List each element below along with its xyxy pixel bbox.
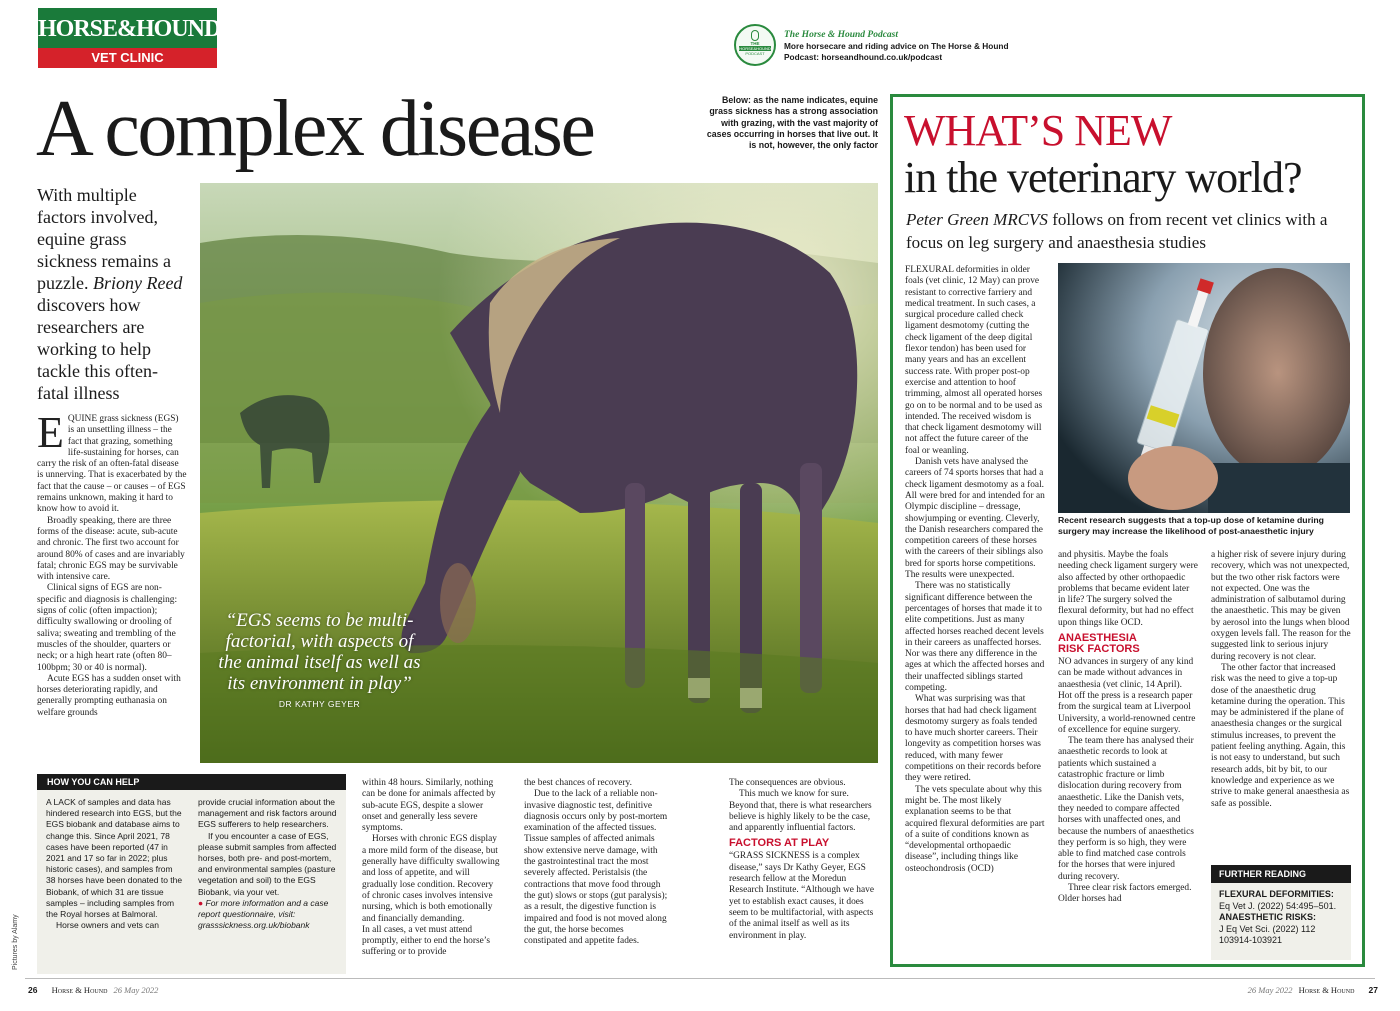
podcast-title: The Horse & Hound Podcast [784,30,899,40]
picture-credit: Pictures by Alamy [12,914,19,970]
right-column-3: a higher risk of severe injury during recovery, which was not unexpected, but the two other risk factors were not expected. One was the administration of salbutamol during the anaesthetic. This may be given by aerosol into the lungs when blood oxygen levels fall. The reason for the suggested link to serious injury during recovery is not clear. The other factor that increased risk was the need to give a top-up dose of the anaesthetic drug ketamine during the operation. This may be administered if the plane of anaesthesia changes or the surgical stimulus increases, to prevent the patient feeling anything. Again, this is not easy to understand, but such research adds, bit by bit, to our knowledge and experience as we strive to make general anaesthesia as safe as possible. [1211,550,1351,809]
help-title: HOW YOU CAN HELP [47,777,140,787]
podcast-link[interactable]: Podcast: horseandhound.co.uk/podcast [784,52,943,62]
help-more-info[interactable]: ● For more information and a case report questionnaire, visit: grasssickness.org.uk/biobank [198,897,329,931]
drop-cap: E [37,414,64,457]
body-column-3: the best chances of recovery. Due to the lack of a reliable non-invasive diagnostic test, definitive diagnosis occurs only by post-mortem examination of the affected tissues. Tissue samples of affected animals show extensive nerve damage, with the gastrointestinal tract the most severely affected. Peristalsis (the contractions that move food through the gut) slows or stops (gut paralysis); as a result, the digestive function is impaired and food is not moved along the gut, the horse becomes constipated and appetite fades. [524,778,668,947]
right-column-2: and physitis. Maybe the foals needing check ligament surgery were also affected by other orthopaedic problems that became evident later in life? The surgery solved the flexural deformity, but had no effect upon things like OCD. ANAESTHESIA RISK FACTORS NO advances in surgery of any kind can be made without advances in anaesthesia (vet clinic, 14 April). Hot off the press is a research paper from the surgical team at Liverpool University, a world-renowned centre of excellence for equine surgery. The team there has analysed their anaesthetic records to look at patients which sustained a catastrophic fracture or limb dislocation during recovery from anaesthetic. Like the Danish vets, they needed to compare affected horses with unaffected ones, and because the numbers of anaesthetics they perform is so high, they were able to find matched case controls for the horses that were injured during recovery. Three clear risk factors emerged. Older horses had [1058,550,1198,905]
syringe-image [1058,263,1350,513]
right-headline-red: WHAT’S NEW [904,106,1172,155]
body-column-1: EQUINE grass sickness (EGS) is an unsettling illness – the fact that grazing, something life-sustaining for horses, can carry the risk of an often-fatal disease is unnerving. That is exacerbated by the fact that the cause – or causes – of EGS remains unknown, making it hard to know how to avoid it. Broadly speaking, there are three forms of the disease: acute, sub-acute and chronic. The first two account for around 80% of cases and are invariably fatal; chronic EGS may be survivable with intensive care. Clinical signs of EGS are non-specific and diagnosis is challenging: signs of colic (often impaction); difficulty swallowing or drooling of saliva; sweating and trembling of the muscles of the shoulder, quarters or neck; or a high heart rate (often 80–100bpm; 30 or 40 is normal). Acute EGS has a sudden onset with horses deteriorating rapidly, and generally prompting euthanasia on welfare grounds [37,414,187,718]
help-column-2: provide crucial information about the management and risk factors around EGS sufferers to help researchers. If you encounter a case of EGS, please submit samples from affected horses, both pre- and post-mortem, and environmental samples (pasture vegetation and soil) to the EGS Biobank, via your vet. ● For more information and a case report questionnaire, visit: grasssickness.org.uk/biobank [198,797,337,931]
syringe-caption: Recent research suggests that a top-up dose of ketamine during surgery may increase the likelihood of post-anaesthetic injury [1058,515,1324,537]
standfirst: With multiple factors involved, equine grass sickness remains a puzzle. Briony Reed discovers how researchers are working to help tackle this often-fatal illness [37,185,183,403]
pull-quote: “EGS seems to be multi-factorial, with aspects of the animal itself as well as its environment in play” DR KATHY GEYER [212,610,427,710]
right-author: Peter Green MRCVS [906,210,1048,229]
bullet-icon: ● [198,897,204,908]
brand-logo: HORSE&HOUND [38,8,217,48]
right-headline: in the veterinary world? [904,153,1302,202]
further-reading-title: FURTHER READING [1219,869,1306,879]
body-column-4: The consequences are obvious. This much we know for sure. Beyond that, there is what researchers believe is highly likely to be the case, and apparently influential factors. FACTORS AT PLAY “GRASS SICKNESS is a complex disease,” says Dr Kathy Geyer, EGS research fellow at the Moredun Research Institute. “Although we have yet to establish exact causes, it does seem to be multifactorial, with aspects of the animal itself as well as its environment in play. [729,778,875,941]
pull-quote-credit: DR KATHY GEYER [278,699,361,709]
help-column-1: A LACK of samples and data has hindered research into EGS, but the EGS biobank and database aims to change this. Since April 2021, 78 cases have been reported (47 in 2021 and 17 so far in 2022; plus historic cases), and samples from 38 horses have been donated to the Biobank, of which 31 are tissue samples – including samples from the Royal horses at Balmoral. Horse owners and vets can [46,797,183,931]
page-number-left: 26 [28,985,38,995]
podcast-mic-icon [751,30,759,41]
page-number-right: 27 [1368,985,1378,995]
subhead-factors: FACTORS AT PLAY [729,837,830,850]
syringe-photo [1058,263,1350,513]
further-reading-box: FURTHER READING FLEXURAL DEFORMITIES: Eq Vet J. (2022) 54:495–501. ANAESTHETIC RISKS: J Eq Vet Sci. (2022) 112 103914-103921 [1211,865,1351,960]
headline: A complex disease [36,85,594,173]
help-box [37,774,346,974]
body-column-2: within 48 hours. Similarly, nothing can be done for animals affected by sub-acute EGS, despite a slower onset and generally less severe symptoms. Horses with chronic EGS display a more mild form of the disease, but generally have difficulty swallowing and loss of appetite, and will gradually lose condition. Recovery of chronic cases involves intensive nursing, which is both emotionally and financially demanding. In all cases, a vet must attend promptly, either to end the horse’s suffering or to provide [362,778,500,958]
podcast-promo: The Horse & Hound Podcast More horsecare and riding advice on The Horse & Hound Podcast: horseandhound.co.uk/podcast [784,30,1024,63]
podcast-badge: THE HORSE&HOUND PODCAST [734,24,776,66]
section-label: VET CLINIC [38,48,217,68]
folio-left: 26 Horse & Hound 26 May 2022 [28,985,159,995]
folio-right: 26 May 2022 Horse & Hound 27 [1247,985,1378,995]
right-standfirst: Peter Green MRCVS follows on from recent vet clinics with a focus on leg surgery and anaesthesia studies [906,210,1328,252]
subhead-anaesthesia: ANAESTHESIA RISK FACTORS [1058,632,1140,656]
photo-caption: Below: as the name indicates, equine grass sickness has a strong association with grazing, with the vast majority of cases occurring in horses that live out. It is not, however, the only factor [706,95,878,151]
masthead-logo [38,8,221,68]
right-column-1: FLEXURAL deformities in older foals (vet clinic, 12 May) can prove resistant to corrective farriery and medical treatment. In such cases, a surgical procedure called check ligament desmotomy (cutting the check ligament of the deep digital flexor tendon) has been used for many years and has an excellent success rate. With proper post-op exercise and attention to hoof trimming, almost all operated horses go on to be normal and to be used as intended. The received wisdom is that check ligament desmotomy will not affect the future career of the foal or weanling. Danish vets have analysed the careers of 74 sports horses that had a check ligament desmotomy as a foal. All were bred for and intended for an Olympic discipline – dressage, showjumping or eventing. Cleverly, the Danish researchers compared the competition careers of these horses with the careers of their siblings also bred for sports horse competitions. The results were unexpected. There was no statistically significant difference between the percentages of horses that made it to elite competitions. Just as many affected horses reached decent levels in their careers as unaffected horses. Nor was there any difference in the ages at which the affected horses and their unaffected siblings started competing. What was surprising was that horses that had had check ligament desmotomy surgery as foals tended to have much shorter careers. Their longevity as competition horses was reduced, with many fewer competitions on their records before they were retired. The vets speculate about why this might be. The most likely explanation seems to be that acquired flexural deformities are part of a suite of conditions known as “developmental orthopaedic disease”, including things like osteochondrosis (OCD) [905,265,1045,874]
gutter-line [25,978,1375,979]
standfirst-author: Briony Reed [92,273,183,293]
